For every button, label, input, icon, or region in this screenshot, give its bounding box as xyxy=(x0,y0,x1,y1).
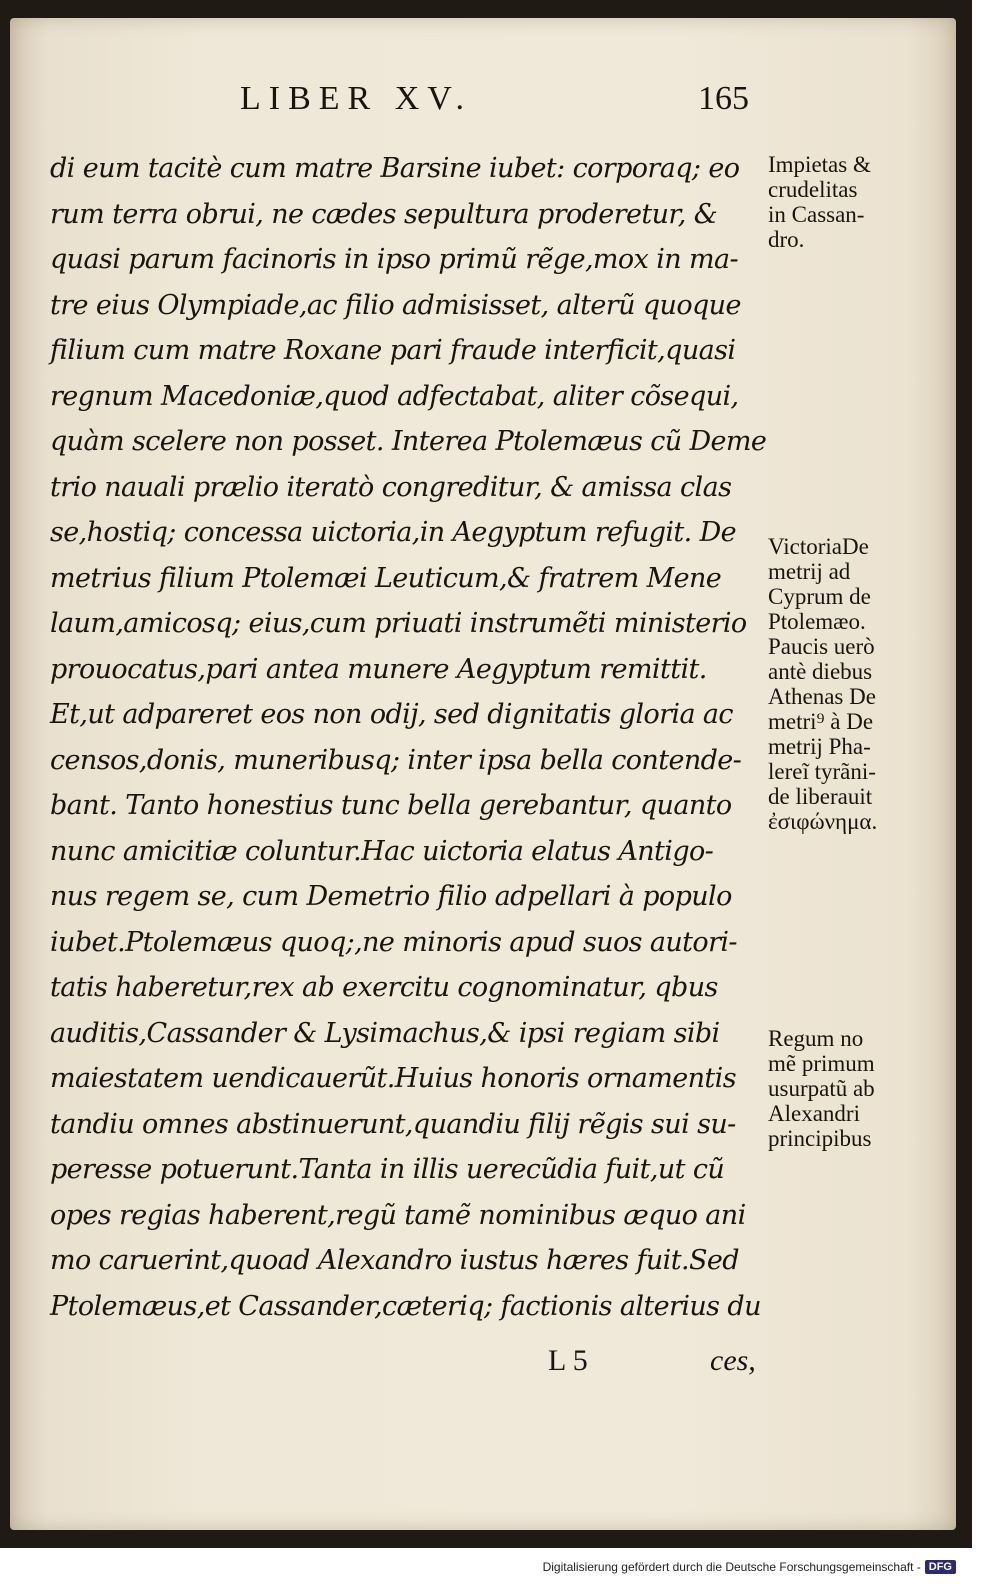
marginal-note-line: Alexandri xyxy=(768,1101,860,1126)
signature-line xyxy=(10,1344,790,1384)
marginal-note-line: in Cassan- xyxy=(768,202,865,227)
marginal-note-line: dro. xyxy=(768,227,805,252)
marginal-note-line: VictoriaDe xyxy=(768,534,869,559)
text-line: censos,donis, muneribusq; inter ipsa bella contende- xyxy=(50,744,742,776)
text-line: tandiu omnes abstinuerunt,quandiu filij rẽgis sui su- xyxy=(50,1108,736,1140)
text-line: di eum tacitè cum matre Barsine iubet: corporaq; eo xyxy=(50,153,740,184)
text-line: bant. Tanto honestius tunc bella gerebantur, quanto xyxy=(50,790,732,821)
credit-text: Digitalisierung gefördert durch die Deutsche Forschungsgemeinschaft - xyxy=(542,1560,921,1574)
text-line: mo caruerint,quoad Alexandro iustus hæres fuit.Sed xyxy=(50,1245,739,1276)
marginal-note-impietas xyxy=(768,152,948,252)
text-line: nus regem se, cum Demetrio filio adpellari à populo xyxy=(50,881,732,912)
marginal-note-victoria xyxy=(768,534,948,834)
text-line: tatis haberetur,rex ab exercitu cognominatur, qbus xyxy=(50,972,718,1003)
text-line: trio nauali prælio iteratò congreditur, & amissa clas xyxy=(50,471,732,503)
text-line: filium cum matre Roxane pari fraude interficit,quasi xyxy=(50,335,736,366)
text-line: nunc amicitiæ coluntur.Hac uictoria elatus Antigo- xyxy=(50,835,714,867)
marginal-note-line: Paucis uerò xyxy=(768,634,875,659)
page-number: 165 xyxy=(698,80,749,117)
marginal-note-line: crudelitas xyxy=(768,177,858,202)
text-line: metrius filium Ptolemæi Leuticum,& fratrem Mene xyxy=(50,562,722,594)
dfg-logo: DFG xyxy=(925,1560,956,1574)
digitization-credit xyxy=(543,1556,956,1578)
text-line: opes regias haberent,regũ tamẽ nominibus æquo ani xyxy=(50,1199,746,1231)
text-line: iubet.Ptolemæus quoq;,ne minoris apud suos autori- xyxy=(50,926,737,958)
marginal-note-line: principibus xyxy=(768,1126,872,1151)
marginal-note-line: de liberauit xyxy=(768,784,873,809)
main-text-block xyxy=(50,146,770,1329)
marginal-note-line: Regum no xyxy=(768,1026,864,1051)
marginal-note-line: Cyprum de xyxy=(768,584,871,609)
text-line: peresse potuerunt.Tanta in illis uerecũdia fuit,ut cũ xyxy=(50,1154,725,1185)
marginal-note-line: mẽ primum xyxy=(768,1051,875,1076)
marginal-note-line: ἐσιφώνημα. xyxy=(768,809,878,834)
catchword: ces, xyxy=(710,1344,756,1377)
marginal-note-line: metri⁹ à De xyxy=(768,709,874,734)
text-line: se,hostiq; concessa uictoria,in Aegyptum refugit. De xyxy=(50,517,737,548)
marginal-note-line: Ptolemæo. xyxy=(768,609,866,634)
text-line: quasi parum facinoris in ipso primũ rẽge,mox in ma- xyxy=(50,244,739,275)
marginal-note-line: usurpatũ ab xyxy=(768,1076,875,1101)
marginal-note-line: Athenas De xyxy=(768,684,876,709)
marginal-note-line: Impietas & xyxy=(768,152,871,177)
text-line: laum,amicosq; eius,cum priuati instrumẽti ministerio xyxy=(50,608,747,639)
running-head xyxy=(50,80,750,130)
text-line: rum terra obrui, ne cædes sepultura proderetur, & xyxy=(50,198,718,230)
marginal-note-line: lereĩ tyrãni- xyxy=(768,759,876,784)
text-line: Et,ut adpareret eos non odij, sed dignitatis gloria ac xyxy=(50,699,733,730)
text-line: auditis,Cassander & Lysimachus,& ipsi regiam sibi xyxy=(50,1017,720,1049)
text-line: regnum Macedoniæ,quod adfectabat, aliter cõsequi, xyxy=(50,380,739,412)
text-line: quàm scelere non posset. Interea Ptolemæus cũ Deme xyxy=(50,426,767,457)
text-line: tre eius Olympiade,ac filio admisisset, alterũ quoque xyxy=(50,289,741,321)
marginal-note-line: metrĳ Pha- xyxy=(768,734,871,759)
signature-mark: L 5 xyxy=(548,1344,588,1377)
page-content xyxy=(10,18,956,1530)
book-page xyxy=(10,18,956,1530)
running-head-title: LIBER XV. xyxy=(240,80,472,117)
text-line: maiestatem uendicauerũt.Huius honoris ornamentis xyxy=(50,1063,736,1094)
marginal-note-line: metrĳ ad xyxy=(768,559,851,584)
marginal-note-regum xyxy=(768,1026,948,1151)
text-line: prouocatus,pari antea munere Aegyptum remittit. xyxy=(50,653,707,685)
marginal-note-line: antè diebus xyxy=(768,659,873,684)
text-line: Ptolemæus,et Cassander,cæteriq; factionis alterius du xyxy=(50,1290,761,1322)
